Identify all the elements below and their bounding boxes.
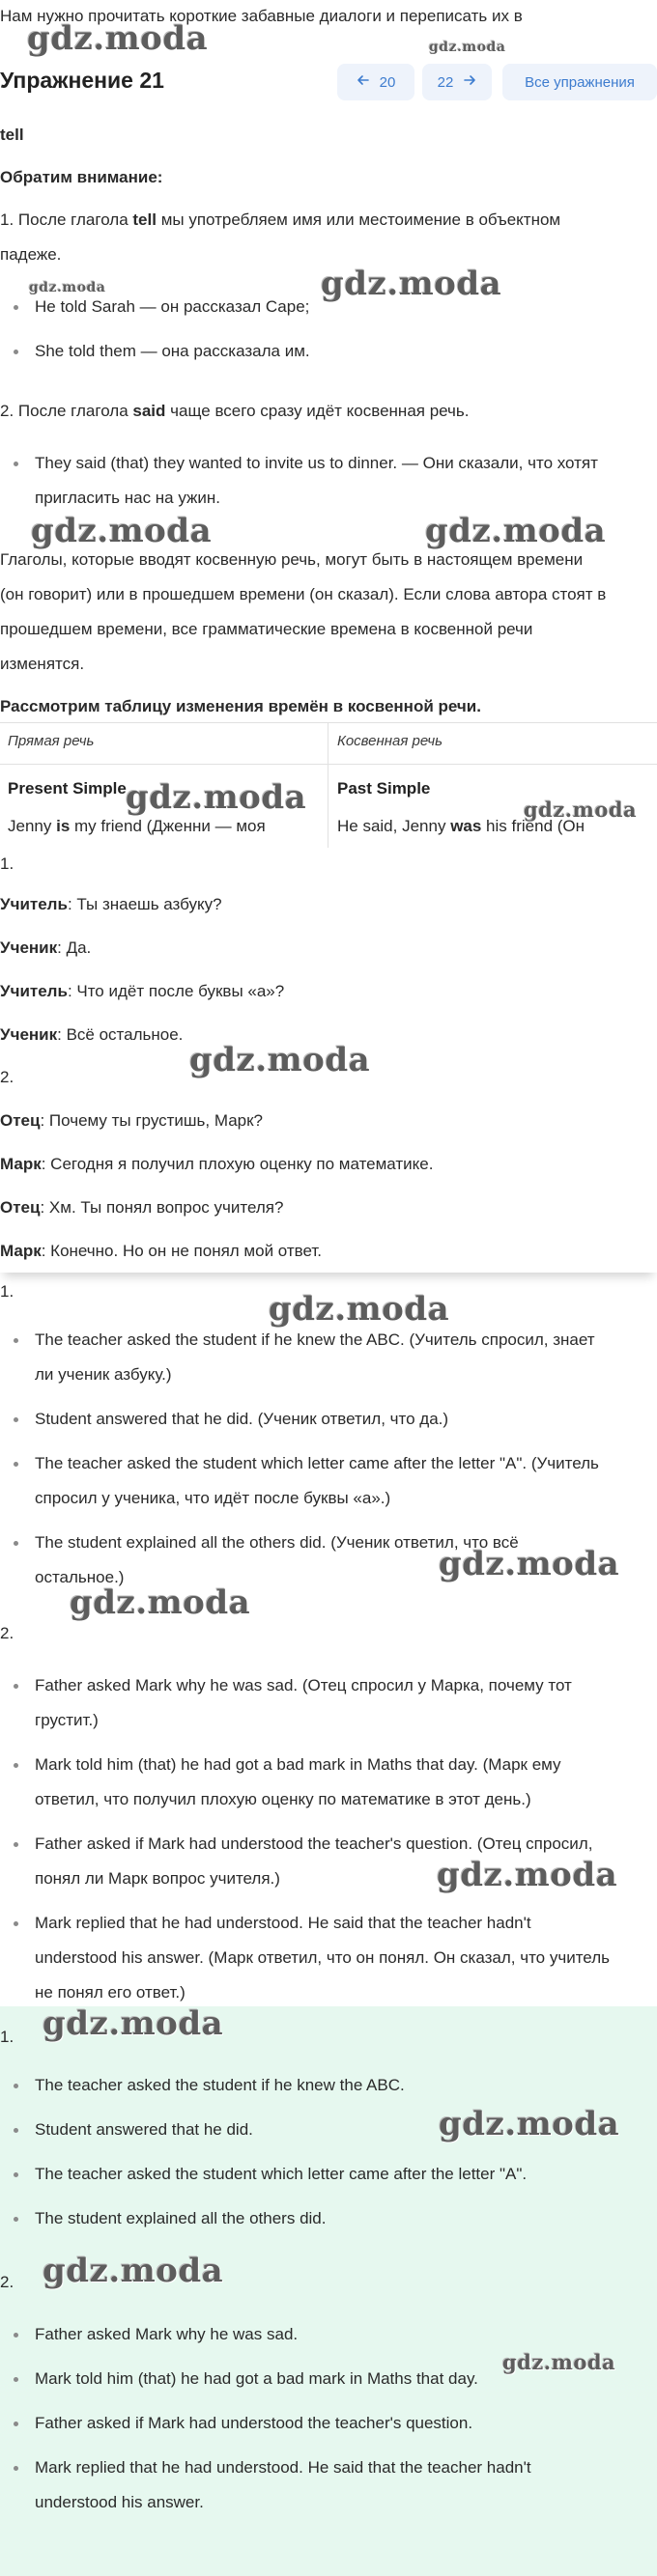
answer-en-2-number: 2.	[0, 2273, 14, 2291]
answer-ru-2-item-1-cont: грустит.)	[35, 1711, 99, 1729]
speaker: Марк	[0, 1155, 42, 1173]
line-text: : Сегодня я получил плохую оценку по математике.	[41, 1155, 434, 1173]
watermark: gdz.moda	[43, 2004, 224, 2043]
answer-en-1-item-3: The teacher asked the student which letter came after the letter "A".	[35, 2157, 653, 2192]
answer-panel	[0, 2006, 657, 2576]
watermark: gdz.moda	[27, 19, 209, 58]
paragraph-line-2: (он говорит) или в прошедшем времени (он сказал). Если слова автора стоят в	[0, 585, 607, 603]
arrow-left-icon	[357, 73, 370, 91]
rule-2-end: чаще всего сразу идёт косвенная речь.	[170, 402, 470, 420]
table-example-indirect-a: He said, Jenny	[337, 817, 451, 835]
dialogue-1-line-4	[0, 1018, 183, 1052]
answer-en-2-item-4-cont: understood his answer.	[35, 2493, 204, 2511]
page-title: Упражнение 21	[0, 68, 164, 93]
paragraph-line-4: изменятся.	[0, 655, 85, 673]
prev-exercise-label: 20	[379, 73, 396, 91]
table-example-indirect-c: his friend (Он	[481, 817, 586, 835]
answer-ru-1-item-2: Student answered that he did. (Ученик ответил, что да.)	[35, 1402, 653, 1437]
attention-heading: Обратим внимание:	[0, 168, 163, 186]
answer-ru-2-item-1: Father asked Mark why he was sad. (Отец спросил у Марка, почему тот	[35, 1668, 653, 1703]
prev-exercise-button[interactable]	[337, 64, 414, 100]
dialogue-1-line-2	[0, 931, 91, 966]
dialogue-2-number: 2.	[0, 1068, 14, 1086]
watermark: gdz.moda	[31, 512, 213, 550]
answer-en-2-item-4: Mark replied that he had understood. He said that the teacher hadn't	[35, 2450, 653, 2485]
line-text: : Да.	[57, 938, 92, 957]
answer-ru-1-item-1: The teacher asked the student if he knew the ABC. (Учитель спросил, знает	[35, 1323, 653, 1358]
table-intro: Рассмотрим таблицу изменения времён в косвенной речи.	[0, 697, 481, 715]
answer-ru-1-item-3-cont: спросил у ученика, что идёт после буквы «a».)	[35, 1489, 391, 1507]
example-3: They said (that) they wanted to invite us to dinner. — Они сказали, что хотят	[35, 446, 653, 481]
answer-ru-1-item-3: The teacher asked the student which letter came after the letter "A". (Учитель	[35, 1446, 653, 1481]
rule-1-start: 1. После глагола	[0, 210, 129, 229]
watermark: gdz.moda	[439, 2105, 620, 2143]
table-column-indirect	[329, 723, 657, 849]
line-text: : Конечно. Но он не понял мой ответ.	[41, 1242, 323, 1260]
rule-1	[0, 203, 647, 238]
exercise-header	[0, 58, 657, 108]
speaker: Отец	[0, 1111, 41, 1130]
dialogue-1-line-3	[0, 974, 284, 1009]
speaker: Ученик	[0, 1025, 58, 1044]
watermark: gdz.moda	[43, 2252, 224, 2290]
watermark: gdz.moda	[502, 2350, 616, 2374]
table-example-indirect-verb: was	[450, 817, 482, 835]
dialogue-2-line-1	[0, 1104, 263, 1138]
line-text: : Почему ты грустишь, Марк?	[40, 1111, 264, 1130]
table-example-direct-a: Jenny	[8, 817, 57, 835]
speaker: Учитель	[0, 982, 68, 1000]
watermark: gdz.moda	[29, 280, 106, 295]
line-text: : Всё остальное.	[57, 1025, 184, 1044]
answer-ru-2-item-2: Mark told him (that) he had got a bad mark in Maths that day. (Марк ему	[35, 1748, 653, 1782]
paragraph-line-1: Глаголы, которые вводят косвенную речь, могут быть в настоящем времени	[0, 550, 584, 569]
watermark: gdz.moda	[189, 1041, 371, 1079]
watermark: gdz.moda	[437, 1856, 618, 1894]
rule-2	[0, 394, 647, 429]
example-2: She told them — она рассказала им.	[35, 334, 653, 369]
paragraph-line-3: прошедшем времени, все грамматические времена в косвенной речи	[0, 620, 533, 638]
next-exercise-label: 22	[437, 73, 454, 91]
watermark: gdz.moda	[269, 1290, 450, 1329]
intro-text: Нам нужно прочитать короткие забавные диалоги и переписать их в	[0, 7, 523, 25]
watermark: gdz.moda	[429, 40, 506, 55]
speaker: Ученик	[0, 938, 58, 957]
line-text: : Что идёт после буквы «a»?	[67, 982, 285, 1000]
watermark: gdz.moda	[321, 265, 502, 303]
rule-1-cont: падеже.	[0, 245, 62, 264]
line-text: : Ты знаешь азбуку?	[67, 895, 222, 913]
answer-en-1-item-2: Student answered that he did.	[35, 2113, 653, 2147]
rule-1-verb: tell	[132, 210, 157, 229]
example-3-cont: пригласить нас на ужин.	[35, 489, 221, 507]
table-example-direct-verb: is	[56, 817, 71, 835]
watermark: gdz.moda	[439, 1545, 620, 1583]
answer-en-1-item-4: The student explained all the others did.	[35, 2201, 653, 2236]
dialogue-1-number: 1.	[0, 854, 14, 873]
answer-ru-2-item-3-cont: понял ли Марк вопрос учителя.)	[35, 1869, 280, 1888]
answer-en-2-item-2: Mark told him (that) he had got a bad mark in Maths that day.	[35, 2362, 653, 2396]
speaker: Марк	[0, 1242, 42, 1260]
answer-ru-2-item-2-cont: ответил, что получил плохую оценку по математике в этот день.)	[35, 1790, 531, 1808]
table-header-direct: Прямая речь	[8, 733, 95, 749]
answer-ru-2-number: 2.	[0, 1624, 14, 1642]
answer-ru-2-item-4: Mark replied that he had understood. He said that the teacher hadn't	[35, 1906, 653, 1941]
watermark: gdz.moda	[425, 512, 607, 550]
answer-en-1-item-1: The teacher asked the student if he knew the ABC.	[35, 2068, 653, 2103]
dialogue-2-line-3	[0, 1190, 283, 1225]
rule-2-start: 2. После глагола	[0, 402, 129, 420]
answer-en-2-item-3: Father asked if Mark had understood the teacher's question.	[35, 2406, 653, 2441]
answer-ru-1-item-4: The student explained all the others did. (Ученик ответил, что всё	[35, 1526, 653, 1560]
answer-ru-1-item-4-cont: остальное.)	[35, 1568, 125, 1586]
arrow-right-icon	[463, 73, 476, 91]
answer-ru-2-item-4-cont-2: не понял его ответ.)	[35, 1983, 186, 2002]
all-exercises-button[interactable]: Все упражнения	[502, 64, 657, 100]
answer-ru-2-item-4-cont: understood his answer. (Марк ответил, что он понял. Он сказал, что учитель	[35, 1948, 610, 1967]
table-cell-example-direct	[8, 817, 266, 836]
speaker: Отец	[0, 1198, 41, 1217]
dialogue-1-line-1	[0, 887, 222, 922]
dialogue-2-line-2	[0, 1147, 433, 1182]
dialogue-2-line-4	[0, 1234, 322, 1269]
tense-table	[0, 722, 657, 848]
answer-ru-1-item-1-cont: ли ученик азбуку.)	[35, 1365, 172, 1384]
watermark: gdz.moda	[524, 798, 638, 822]
table-header-indirect: Косвенная речь	[337, 733, 443, 749]
answer-en-1-number: 1.	[0, 2028, 14, 2046]
watermark: gdz.moda	[126, 778, 307, 817]
line-text: : Хм. Ты понял вопрос учителя?	[40, 1198, 284, 1217]
example-1: He told Sarah — он рассказал Саре;	[35, 290, 653, 324]
next-exercise-button[interactable]	[422, 64, 492, 100]
answer-ru-2-item-3: Father asked if Mark had understood the teacher's question. (Отец спросил,	[35, 1827, 653, 1862]
watermark: gdz.moda	[70, 1583, 251, 1622]
table-cell-tense-indirect: Past Simple	[337, 779, 431, 798]
speaker: Учитель	[0, 895, 68, 913]
rule-1-end: мы употребляем имя или местоимение в объектном	[160, 210, 561, 229]
tell-word: tell	[0, 126, 24, 144]
answer-ru-1-number: 1.	[0, 1282, 14, 1301]
rule-2-verb: said	[132, 402, 166, 420]
table-example-direct-c: my friend (Дженни — моя	[70, 817, 266, 835]
answer-en-2-item-1: Father asked Mark why he was sad.	[35, 2317, 653, 2352]
table-cell-tense-direct: Present Simple	[8, 779, 127, 798]
